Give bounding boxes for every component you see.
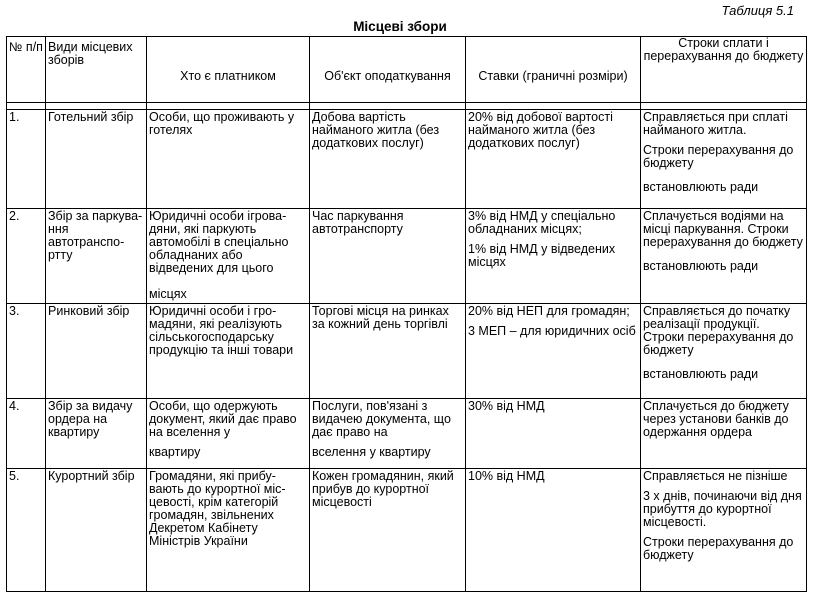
tax-object [310, 399, 466, 469]
terms-line: Справляється при сплаті найманого житла. [643, 110, 788, 137]
payer-line: місцях [149, 287, 187, 301]
rate [466, 304, 641, 399]
row-number: 2. [7, 209, 46, 304]
payer [147, 209, 310, 304]
rate-line: 1% від НМД у відведених місцях [468, 242, 616, 269]
payer-line: Особи, що одержують документ, який дає право на вселення у [149, 399, 297, 439]
object-line: вселення у квартиру [312, 445, 431, 459]
rate: 10% від НМД [466, 469, 641, 592]
payment-terms [641, 469, 807, 592]
fee-type: Курортний збір [46, 469, 147, 592]
row-number: 3. [7, 304, 46, 399]
payment-terms: Сплачується до бюджету через установи банків до одержання ордера [641, 399, 807, 469]
row-number: 4. [7, 399, 46, 469]
header-payment-terms: Строки сплати і перерахування до бюджету [641, 37, 807, 103]
table-row [7, 209, 807, 304]
fee-type: Ринковий збір [46, 304, 147, 399]
payer: Громадяни, які прибу-вають до курортної міс-цевості, крім категорій громадян, звільнених Декретом Кабінету Міністрів України [147, 469, 310, 592]
table-row [7, 304, 807, 399]
payment-terms [641, 110, 807, 209]
object-line: Послуги, пов'язані з видачею документа, що дає право на [312, 399, 451, 439]
terms-line: 3 х днів, починаючи від дня прибуття до курортної місцевості. [643, 489, 802, 529]
row-number: 5. [7, 469, 46, 592]
header-tax-object: Об'єкт оподаткування [310, 37, 466, 103]
table-row [7, 399, 807, 469]
rate: 20% від добової вартості найманого житла (без додаткових послуг) [466, 110, 641, 209]
spacer-row [7, 103, 807, 110]
table-row [7, 110, 807, 209]
terms-line: Справляється не пізніше [643, 469, 788, 483]
fee-type: Збір за видачу ордера на квартиру [46, 399, 147, 469]
rate [466, 209, 641, 304]
rate-line: 3% від НМД у спеціально обладнаних місцях; [468, 209, 616, 236]
payer-line: Юридичні особи ігрова-дяни, які паркують автомобілі в спеціально обладнаних або відведених для цього [149, 209, 289, 275]
terms-line: Сплачується водіями на місці паркування. Строки перерахування до бюджету [643, 209, 803, 249]
header-rates: Ставки (граничні розміри) [466, 37, 641, 103]
header-fee-type: Види місцевих зборів [46, 37, 147, 103]
header-payer: Хто є платником [147, 37, 310, 103]
payer: Особи, що проживають у готелях [147, 110, 310, 209]
row-number: 1. [7, 110, 46, 209]
tax-object: Кожен громадянин, який прибув до курортної місцевості [310, 469, 466, 592]
document-title: Місцеві збори [353, 19, 447, 34]
tax-object: Час паркування автотранспорту [310, 209, 466, 304]
payment-terms [641, 209, 807, 304]
tax-object: Торгові місця на ринках за кожний день торгівлі [310, 304, 466, 399]
fee-type: Готельний збір [46, 110, 147, 209]
rate-line: 3 МЕП – для юридичних осіб [468, 324, 636, 338]
payer [147, 399, 310, 469]
header-row [7, 37, 807, 103]
terms-line: Строки перерахування до бюджету [643, 535, 794, 562]
rate-line: 20% від НЕП для громадян; [468, 304, 630, 318]
fee-type: Збір за паркува-ння автотранспо-ртту [46, 209, 147, 304]
table-row [7, 469, 807, 592]
table-number-label: Таблиця 5.1 [721, 3, 794, 18]
header-num: № п/п [7, 37, 46, 103]
payer-line: квартиру [149, 445, 201, 459]
local-fees-table [6, 36, 807, 592]
payment-terms [641, 304, 807, 399]
terms-line: встановлюють ради [643, 259, 759, 273]
terms-line: встановлюють ради [643, 180, 759, 194]
rate: 30% від НМД [466, 399, 641, 469]
payer: Юридичні особи і гро-мадяни, які реалізують сільськогосподарську продукцію та інші товари [147, 304, 310, 399]
terms-line: встановлюють ради [643, 367, 759, 381]
terms-line: Справляється до початку реалізації продукції. Строки перерахування до бюджету [643, 304, 794, 357]
terms-line: Строки перерахування до бюджету [643, 143, 794, 170]
tax-object: Добова вартість найманого житла (без додаткових послуг) [310, 110, 466, 209]
